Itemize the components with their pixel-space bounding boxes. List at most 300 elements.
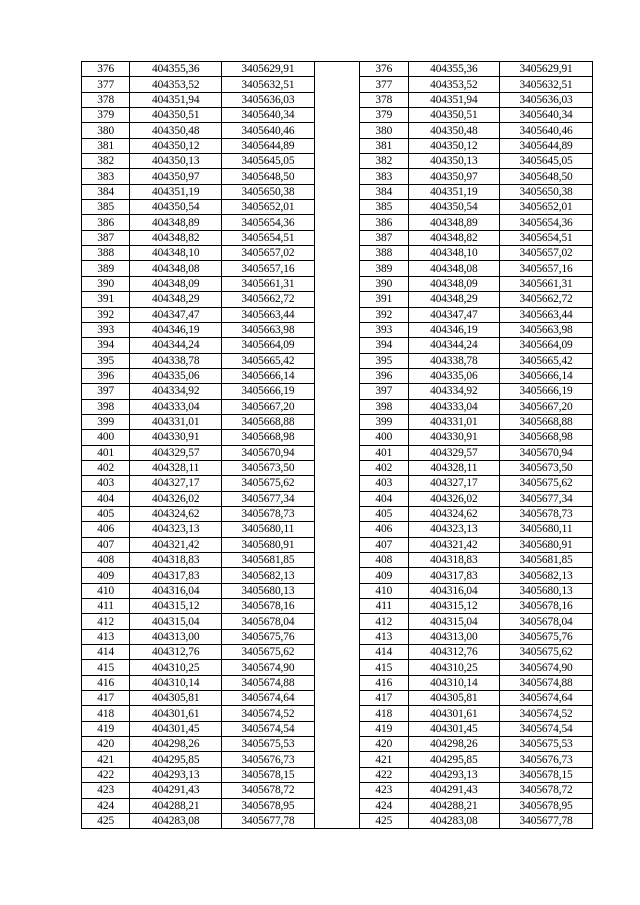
left-y-coordinate-cell: 3405661,31: [222, 276, 315, 291]
right-x-coordinate-cell: 404291,43: [408, 783, 500, 798]
right-x-coordinate-cell: 404288,21: [408, 798, 500, 813]
right-point-number-cell: 412: [360, 614, 408, 629]
left-x-coordinate-cell: 404350,13: [130, 154, 222, 169]
left-x-coordinate-cell: 404333,04: [130, 399, 222, 414]
right-y-coordinate-cell: 3405675,62: [500, 645, 593, 660]
right-y-coordinate-cell: 3405678,16: [500, 599, 593, 614]
left-point-number-cell: 414: [82, 645, 130, 660]
table-row: [82, 706, 593, 721]
right-point-number-cell: 378: [360, 92, 408, 107]
right-y-coordinate-cell: 3405678,73: [500, 506, 593, 521]
left-point-number-cell: 399: [82, 414, 130, 429]
right-y-coordinate-cell: 3405650,38: [500, 184, 593, 199]
left-x-coordinate-cell: 404348,09: [130, 276, 222, 291]
right-y-coordinate-cell: 3405677,34: [500, 491, 593, 506]
table-row: [82, 307, 593, 322]
table-row: [82, 675, 593, 690]
left-point-number-cell: 404: [82, 491, 130, 506]
left-point-number-cell: 395: [82, 353, 130, 368]
column-separator: [314, 645, 359, 660]
right-point-number-cell: 387: [360, 230, 408, 245]
left-x-coordinate-cell: 404310,14: [130, 675, 222, 690]
right-y-coordinate-cell: 3405678,15: [500, 767, 593, 782]
left-x-coordinate-cell: 404293,13: [130, 767, 222, 782]
right-x-coordinate-cell: 404338,78: [408, 353, 500, 368]
left-y-coordinate-cell: 3405640,34: [222, 108, 315, 123]
right-y-coordinate-cell: 3405675,53: [500, 737, 593, 752]
right-y-coordinate-cell: 3405661,31: [500, 276, 593, 291]
left-x-coordinate-cell: 404350,51: [130, 108, 222, 123]
column-separator: [314, 62, 359, 77]
table-row: [82, 338, 593, 353]
right-x-coordinate-cell: 404328,11: [408, 460, 500, 475]
right-point-number-cell: 400: [360, 430, 408, 445]
right-y-coordinate-cell: 3405670,94: [500, 445, 593, 460]
left-y-coordinate-cell: 3405678,04: [222, 614, 315, 629]
left-y-coordinate-cell: 3405675,76: [222, 629, 315, 644]
column-separator: [314, 184, 359, 199]
column-separator: [314, 123, 359, 138]
column-separator: [314, 77, 359, 92]
left-point-number-cell: 415: [82, 660, 130, 675]
right-x-coordinate-cell: 404318,83: [408, 553, 500, 568]
left-x-coordinate-cell: 404350,97: [130, 169, 222, 184]
left-point-number-cell: 391: [82, 292, 130, 307]
table-row: [82, 353, 593, 368]
right-point-number-cell: 381: [360, 138, 408, 153]
right-point-number-cell: 404: [360, 491, 408, 506]
left-y-coordinate-cell: 3405664,09: [222, 338, 315, 353]
right-point-number-cell: 379: [360, 108, 408, 123]
left-x-coordinate-cell: 404347,47: [130, 307, 222, 322]
column-separator: [314, 353, 359, 368]
left-y-coordinate-cell: 3405665,42: [222, 353, 315, 368]
left-x-coordinate-cell: 404301,61: [130, 706, 222, 721]
right-point-number-cell: 389: [360, 261, 408, 276]
left-point-number-cell: 385: [82, 200, 130, 215]
column-separator: [314, 721, 359, 736]
left-point-number-cell: 410: [82, 583, 130, 598]
left-x-coordinate-cell: 404301,45: [130, 721, 222, 736]
left-y-coordinate-cell: 3405677,78: [222, 813, 315, 828]
right-point-number-cell: 417: [360, 691, 408, 706]
column-separator: [314, 292, 359, 307]
right-point-number-cell: 413: [360, 629, 408, 644]
table-row: [82, 368, 593, 383]
left-y-coordinate-cell: 3405645,05: [222, 154, 315, 169]
left-y-coordinate-cell: 3405654,51: [222, 230, 315, 245]
table-row: [82, 783, 593, 798]
left-x-coordinate-cell: 404351,94: [130, 92, 222, 107]
right-y-coordinate-cell: 3405666,19: [500, 384, 593, 399]
left-point-number-cell: 398: [82, 399, 130, 414]
right-point-number-cell: 416: [360, 675, 408, 690]
right-x-coordinate-cell: 404310,25: [408, 660, 500, 675]
left-x-coordinate-cell: 404346,19: [130, 322, 222, 337]
left-point-number-cell: 389: [82, 261, 130, 276]
right-x-coordinate-cell: 404350,54: [408, 200, 500, 215]
table-row: [82, 767, 593, 782]
right-x-coordinate-cell: 404321,42: [408, 537, 500, 552]
column-separator: [314, 230, 359, 245]
right-y-coordinate-cell: 3405629,91: [500, 62, 593, 77]
column-separator: [314, 154, 359, 169]
left-x-coordinate-cell: 404353,52: [130, 77, 222, 92]
column-separator: [314, 322, 359, 337]
left-x-coordinate-cell: 404338,78: [130, 353, 222, 368]
right-y-coordinate-cell: 3405680,11: [500, 522, 593, 537]
right-x-coordinate-cell: 404331,01: [408, 414, 500, 429]
right-point-number-cell: 405: [360, 506, 408, 521]
left-point-number-cell: 393: [82, 322, 130, 337]
left-point-number-cell: 378: [82, 92, 130, 107]
right-x-coordinate-cell: 404313,00: [408, 629, 500, 644]
left-point-number-cell: 387: [82, 230, 130, 245]
right-y-coordinate-cell: 3405682,13: [500, 568, 593, 583]
left-y-coordinate-cell: 3405663,44: [222, 307, 315, 322]
left-x-coordinate-cell: 404348,29: [130, 292, 222, 307]
left-x-coordinate-cell: 404348,08: [130, 261, 222, 276]
right-point-number-cell: 421: [360, 752, 408, 767]
column-separator: [314, 476, 359, 491]
left-point-number-cell: 411: [82, 599, 130, 614]
right-x-coordinate-cell: 404348,08: [408, 261, 500, 276]
column-separator: [314, 675, 359, 690]
left-y-coordinate-cell: 3405648,50: [222, 169, 315, 184]
table-row: [82, 292, 593, 307]
right-point-number-cell: 391: [360, 292, 408, 307]
right-x-coordinate-cell: 404353,52: [408, 77, 500, 92]
column-separator: [314, 614, 359, 629]
left-point-number-cell: 422: [82, 767, 130, 782]
column-separator: [314, 629, 359, 644]
left-point-number-cell: 402: [82, 460, 130, 475]
left-x-coordinate-cell: 404350,12: [130, 138, 222, 153]
left-x-coordinate-cell: 404321,42: [130, 537, 222, 552]
left-x-coordinate-cell: 404355,36: [130, 62, 222, 77]
left-x-coordinate-cell: 404316,04: [130, 583, 222, 598]
right-point-number-cell: 414: [360, 645, 408, 660]
right-y-coordinate-cell: 3405663,98: [500, 322, 593, 337]
left-y-coordinate-cell: 3405675,62: [222, 476, 315, 491]
left-x-coordinate-cell: 404350,48: [130, 123, 222, 138]
left-y-coordinate-cell: 3405629,91: [222, 62, 315, 77]
left-point-number-cell: 412: [82, 614, 130, 629]
left-x-coordinate-cell: 404288,21: [130, 798, 222, 813]
table-row: [82, 537, 593, 552]
column-separator: [314, 767, 359, 782]
right-x-coordinate-cell: 404350,97: [408, 169, 500, 184]
left-point-number-cell: 405: [82, 506, 130, 521]
right-point-number-cell: 419: [360, 721, 408, 736]
column-separator: [314, 276, 359, 291]
left-x-coordinate-cell: 404315,04: [130, 614, 222, 629]
right-y-coordinate-cell: 3405654,36: [500, 215, 593, 230]
left-y-coordinate-cell: 3405657,16: [222, 261, 315, 276]
left-point-number-cell: 379: [82, 108, 130, 123]
right-point-number-cell: 420: [360, 737, 408, 752]
left-x-coordinate-cell: 404344,24: [130, 338, 222, 353]
left-x-coordinate-cell: 404351,19: [130, 184, 222, 199]
right-x-coordinate-cell: 404348,29: [408, 292, 500, 307]
right-x-coordinate-cell: 404315,04: [408, 614, 500, 629]
right-x-coordinate-cell: 404305,81: [408, 691, 500, 706]
right-y-coordinate-cell: 3405676,73: [500, 752, 593, 767]
right-y-coordinate-cell: 3405668,98: [500, 430, 593, 445]
table-row: [82, 522, 593, 537]
right-point-number-cell: 398: [360, 399, 408, 414]
right-y-coordinate-cell: 3405663,44: [500, 307, 593, 322]
table-row: [82, 261, 593, 276]
column-separator: [314, 798, 359, 813]
left-y-coordinate-cell: 3405670,94: [222, 445, 315, 460]
table-row: [82, 614, 593, 629]
column-separator: [314, 460, 359, 475]
column-separator: [314, 138, 359, 153]
left-x-coordinate-cell: 404310,25: [130, 660, 222, 675]
column-separator: [314, 553, 359, 568]
table-row: [82, 691, 593, 706]
left-y-coordinate-cell: 3405674,54: [222, 721, 315, 736]
left-y-coordinate-cell: 3405678,15: [222, 767, 315, 782]
right-x-coordinate-cell: 404315,12: [408, 599, 500, 614]
right-point-number-cell: 383: [360, 169, 408, 184]
right-point-number-cell: 392: [360, 307, 408, 322]
left-point-number-cell: 417: [82, 691, 130, 706]
column-separator: [314, 307, 359, 322]
right-x-coordinate-cell: 404347,47: [408, 307, 500, 322]
left-x-coordinate-cell: 404315,12: [130, 599, 222, 614]
left-y-coordinate-cell: 3405657,02: [222, 246, 315, 261]
right-point-number-cell: 408: [360, 553, 408, 568]
left-y-coordinate-cell: 3405674,64: [222, 691, 315, 706]
left-point-number-cell: 384: [82, 184, 130, 199]
table-row: [82, 92, 593, 107]
right-x-coordinate-cell: 404317,83: [408, 568, 500, 583]
left-y-coordinate-cell: 3405681,85: [222, 553, 315, 568]
coordinate-table-body: [82, 62, 593, 829]
table-row: [82, 154, 593, 169]
right-x-coordinate-cell: 404316,04: [408, 583, 500, 598]
column-separator: [314, 169, 359, 184]
table-row: [82, 629, 593, 644]
right-y-coordinate-cell: 3405648,50: [500, 169, 593, 184]
column-separator: [314, 752, 359, 767]
left-point-number-cell: 382: [82, 154, 130, 169]
left-point-number-cell: 397: [82, 384, 130, 399]
right-y-coordinate-cell: 3405674,64: [500, 691, 593, 706]
right-x-coordinate-cell: 404350,12: [408, 138, 500, 153]
table-row: [82, 138, 593, 153]
left-x-coordinate-cell: 404350,54: [130, 200, 222, 215]
coordinate-table: [81, 61, 593, 829]
left-point-number-cell: 400: [82, 430, 130, 445]
column-separator: [314, 414, 359, 429]
right-x-coordinate-cell: 404346,19: [408, 322, 500, 337]
column-separator: [314, 737, 359, 752]
column-separator: [314, 200, 359, 215]
right-point-number-cell: 394: [360, 338, 408, 353]
right-x-coordinate-cell: 404348,89: [408, 215, 500, 230]
right-x-coordinate-cell: 404348,82: [408, 230, 500, 245]
table-row: [82, 491, 593, 506]
left-x-coordinate-cell: 404334,92: [130, 384, 222, 399]
table-row: [82, 599, 593, 614]
left-point-number-cell: 386: [82, 215, 130, 230]
right-y-coordinate-cell: 3405680,13: [500, 583, 593, 598]
left-y-coordinate-cell: 3405677,34: [222, 491, 315, 506]
right-x-coordinate-cell: 404295,85: [408, 752, 500, 767]
table-row: [82, 583, 593, 598]
column-separator: [314, 215, 359, 230]
right-point-number-cell: 385: [360, 200, 408, 215]
left-y-coordinate-cell: 3405652,01: [222, 200, 315, 215]
table-row: [82, 568, 593, 583]
right-point-number-cell: 388: [360, 246, 408, 261]
right-y-coordinate-cell: 3405632,51: [500, 77, 593, 92]
left-y-coordinate-cell: 3405644,89: [222, 138, 315, 153]
column-separator: [314, 491, 359, 506]
left-y-coordinate-cell: 3405674,90: [222, 660, 315, 675]
left-x-coordinate-cell: 404348,10: [130, 246, 222, 261]
right-point-number-cell: 393: [360, 322, 408, 337]
left-x-coordinate-cell: 404331,01: [130, 414, 222, 429]
table-row: [82, 230, 593, 245]
table-row: [82, 476, 593, 491]
right-point-number-cell: 384: [360, 184, 408, 199]
left-x-coordinate-cell: 404335,06: [130, 368, 222, 383]
column-separator: [314, 261, 359, 276]
right-point-number-cell: 423: [360, 783, 408, 798]
right-y-coordinate-cell: 3405681,85: [500, 553, 593, 568]
left-point-number-cell: 396: [82, 368, 130, 383]
left-y-coordinate-cell: 3405680,91: [222, 537, 315, 552]
right-x-coordinate-cell: 404323,13: [408, 522, 500, 537]
column-separator: [314, 813, 359, 828]
right-x-coordinate-cell: 404301,61: [408, 706, 500, 721]
right-x-coordinate-cell: 404350,51: [408, 108, 500, 123]
column-separator: [314, 338, 359, 353]
left-y-coordinate-cell: 3405678,95: [222, 798, 315, 813]
left-y-coordinate-cell: 3405675,62: [222, 645, 315, 660]
right-point-number-cell: 425: [360, 813, 408, 828]
left-point-number-cell: 421: [82, 752, 130, 767]
column-separator: [314, 537, 359, 552]
table-row: [82, 200, 593, 215]
left-point-number-cell: 409: [82, 568, 130, 583]
right-point-number-cell: 395: [360, 353, 408, 368]
left-x-coordinate-cell: 404323,13: [130, 522, 222, 537]
column-separator: [314, 430, 359, 445]
right-y-coordinate-cell: 3405680,91: [500, 537, 593, 552]
right-point-number-cell: 396: [360, 368, 408, 383]
right-x-coordinate-cell: 404335,06: [408, 368, 500, 383]
right-y-coordinate-cell: 3405666,14: [500, 368, 593, 383]
left-y-coordinate-cell: 3405678,73: [222, 506, 315, 521]
left-point-number-cell: 406: [82, 522, 130, 537]
table-row: [82, 721, 593, 736]
table-row: [82, 246, 593, 261]
right-y-coordinate-cell: 3405675,62: [500, 476, 593, 491]
column-separator: [314, 399, 359, 414]
table-row: [82, 62, 593, 77]
column-separator: [314, 368, 359, 383]
left-x-coordinate-cell: 404328,11: [130, 460, 222, 475]
table-row: [82, 276, 593, 291]
right-x-coordinate-cell: 404298,26: [408, 737, 500, 752]
left-y-coordinate-cell: 3405636,03: [222, 92, 315, 107]
left-y-coordinate-cell: 3405640,46: [222, 123, 315, 138]
left-point-number-cell: 408: [82, 553, 130, 568]
right-point-number-cell: 377: [360, 77, 408, 92]
left-point-number-cell: 424: [82, 798, 130, 813]
right-x-coordinate-cell: 404350,48: [408, 123, 500, 138]
right-point-number-cell: 403: [360, 476, 408, 491]
table-row: [82, 752, 593, 767]
table-row: [82, 645, 593, 660]
right-y-coordinate-cell: 3405678,72: [500, 783, 593, 798]
left-y-coordinate-cell: 3405675,53: [222, 737, 315, 752]
right-point-number-cell: 401: [360, 445, 408, 460]
left-point-number-cell: 392: [82, 307, 130, 322]
left-y-coordinate-cell: 3405654,36: [222, 215, 315, 230]
left-y-coordinate-cell: 3405668,88: [222, 414, 315, 429]
left-y-coordinate-cell: 3405668,98: [222, 430, 315, 445]
left-y-coordinate-cell: 3405674,52: [222, 706, 315, 721]
right-y-coordinate-cell: 3405678,04: [500, 614, 593, 629]
right-x-coordinate-cell: 404330,91: [408, 430, 500, 445]
right-y-coordinate-cell: 3405644,89: [500, 138, 593, 153]
right-point-number-cell: 406: [360, 522, 408, 537]
left-x-coordinate-cell: 404327,17: [130, 476, 222, 491]
left-x-coordinate-cell: 404313,00: [130, 629, 222, 644]
right-x-coordinate-cell: 404348,10: [408, 246, 500, 261]
right-x-coordinate-cell: 404283,08: [408, 813, 500, 828]
right-y-coordinate-cell: 3405640,34: [500, 108, 593, 123]
left-point-number-cell: 416: [82, 675, 130, 690]
table-row: [82, 322, 593, 337]
left-point-number-cell: 380: [82, 123, 130, 138]
right-point-number-cell: 409: [360, 568, 408, 583]
left-x-coordinate-cell: 404305,81: [130, 691, 222, 706]
left-point-number-cell: 413: [82, 629, 130, 644]
left-point-number-cell: 419: [82, 721, 130, 736]
table-row: [82, 77, 593, 92]
table-row: [82, 813, 593, 828]
right-point-number-cell: 415: [360, 660, 408, 675]
right-y-coordinate-cell: 3405677,78: [500, 813, 593, 828]
left-point-number-cell: 401: [82, 445, 130, 460]
right-point-number-cell: 397: [360, 384, 408, 399]
left-y-coordinate-cell: 3405632,51: [222, 77, 315, 92]
left-y-coordinate-cell: 3405676,73: [222, 752, 315, 767]
right-y-coordinate-cell: 3405674,54: [500, 721, 593, 736]
right-x-coordinate-cell: 404327,17: [408, 476, 500, 491]
left-point-number-cell: 418: [82, 706, 130, 721]
right-x-coordinate-cell: 404334,92: [408, 384, 500, 399]
left-point-number-cell: 423: [82, 783, 130, 798]
column-separator: [314, 246, 359, 261]
right-y-coordinate-cell: 3405665,42: [500, 353, 593, 368]
left-point-number-cell: 420: [82, 737, 130, 752]
right-point-number-cell: 380: [360, 123, 408, 138]
table-row: [82, 445, 593, 460]
left-y-coordinate-cell: 3405667,20: [222, 399, 315, 414]
right-y-coordinate-cell: 3405668,88: [500, 414, 593, 429]
right-y-coordinate-cell: 3405662,72: [500, 292, 593, 307]
left-x-coordinate-cell: 404317,83: [130, 568, 222, 583]
right-x-coordinate-cell: 404355,36: [408, 62, 500, 77]
